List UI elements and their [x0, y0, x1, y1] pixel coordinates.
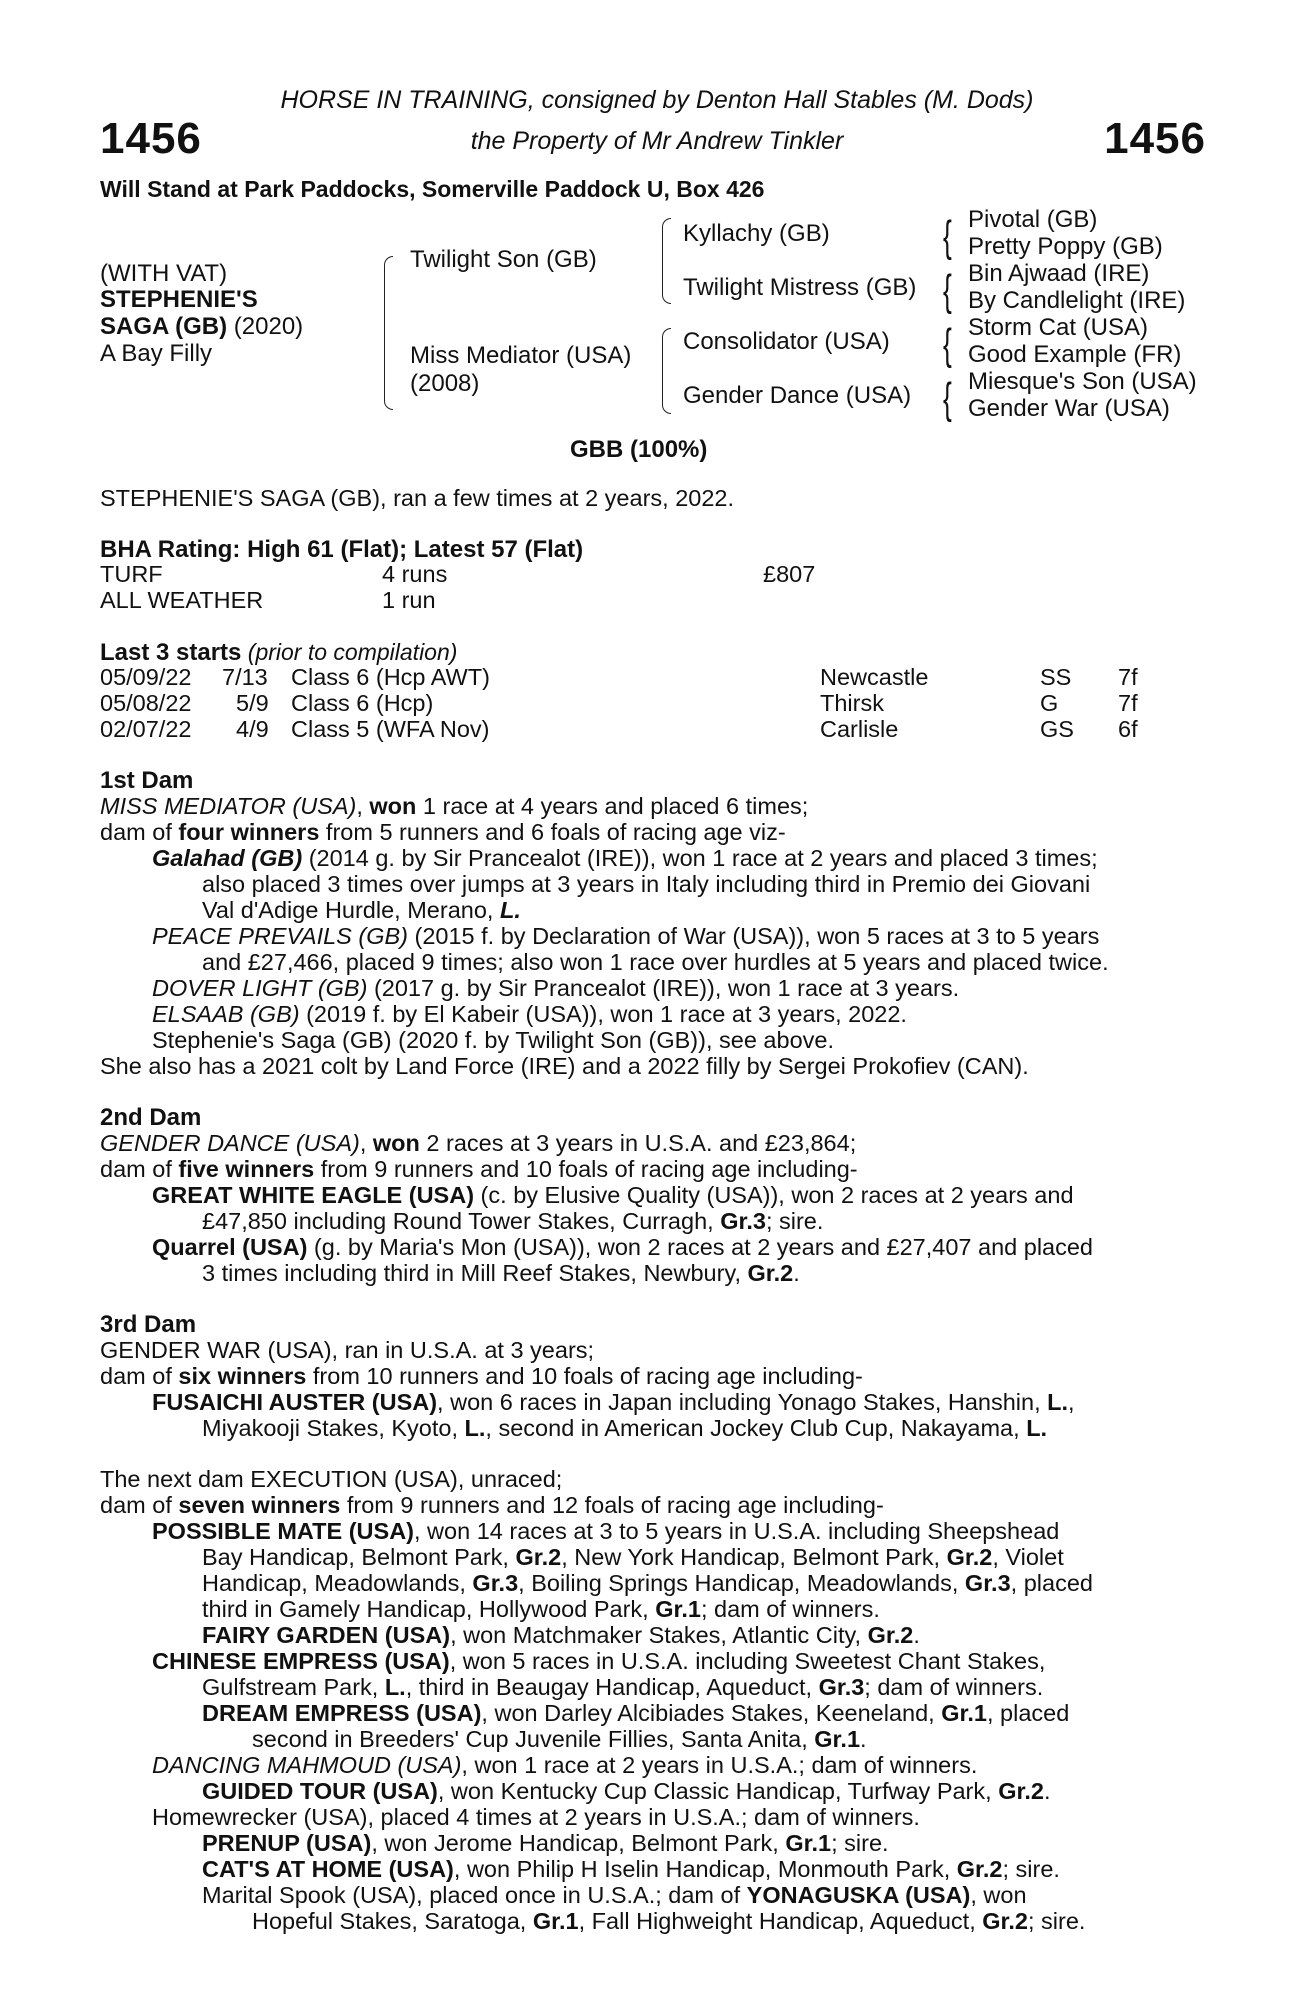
text-line: The next dam EXECUTION (USA), unraced; — [100, 1466, 563, 1492]
gen3-3: Bin Ajwaad (IRE) — [968, 260, 1150, 287]
text-line: second in Breeders' Cup Juvenile Fillies, Santa Anita, Gr.1. — [252, 1726, 867, 1752]
section-title: 2nd Dam — [100, 1104, 202, 1131]
turf-runs: 4 runs — [382, 561, 448, 587]
text-line: dam of seven winners from 9 runners and 12 foals of racing age including- — [100, 1492, 884, 1518]
text-line: PEACE PREVAILS (GB) (2015 f. by Declaration of War (USA)), won 5 races at 3 to 5 years — [152, 923, 1100, 949]
text-line: Bay Handicap, Belmont Park, Gr.2, New York Handicap, Belmont Park, Gr.2, Violet — [202, 1544, 1064, 1570]
gen3-1: Pivotal (GB) — [968, 206, 1098, 233]
horse-description: A Bay Filly — [100, 340, 213, 367]
start-class: Class 5 (WFA Nov) — [291, 716, 490, 742]
start-date: 05/08/22 — [100, 690, 192, 716]
text-line: GUIDED TOUR (USA), won Kentucky Cup Classic Handicap, Turfway Park, Gr.2. — [202, 1778, 1051, 1804]
start-going: GS — [1040, 716, 1074, 742]
race-summary: STEPHENIE'S SAGA (GB), ran a few times at 2 years, 2022. — [100, 485, 735, 511]
lot-number-left: 1456 — [100, 114, 202, 163]
horse-name-line1: STEPHENIE'S — [100, 286, 258, 313]
sire-dam: Twilight Mistress (GB) — [683, 274, 917, 301]
last-starts-title: Last 3 starts (prior to compilation) — [100, 639, 458, 666]
text-line: and £27,466, placed 9 times; also won 1 race over hurdles at 5 years and placed twice. — [202, 949, 1109, 975]
all-weather-label: ALL WEATHER — [100, 587, 264, 613]
start-course: Thirsk — [820, 690, 884, 716]
text-line: Hopeful Stakes, Saratoga, Gr.1, Fall Highweight Handicap, Aqueduct, Gr.2; sire. — [252, 1908, 1086, 1934]
start-position: 4/9 — [236, 716, 269, 742]
gen3-8: Gender War (USA) — [968, 395, 1170, 422]
section-title: 3rd Dam — [100, 1311, 197, 1338]
pedigree-brace-3d: { — [942, 374, 952, 423]
pedigree-brace-2a — [662, 218, 671, 304]
bha-rating-title: BHA Rating: High 61 (Flat); Latest 57 (Flat) — [100, 536, 584, 563]
text-line: Quarrel (USA) (g. by Maria's Mon (USA)), won 2 races at 2 years and £27,407 and placed — [152, 1234, 1093, 1260]
dam: Miss Mediator (USA) — [410, 342, 632, 369]
dam-sire: Consolidator (USA) — [683, 328, 890, 355]
start-course: Newcastle — [820, 664, 929, 690]
start-going: SS — [1040, 664, 1072, 690]
text-line: PRENUP (USA), won Jerome Handicap, Belmont Park, Gr.1; sire. — [202, 1830, 889, 1856]
start-class: Class 6 (Hcp AWT) — [291, 664, 490, 690]
text-line: DANCING MAHMOUD (USA), won 1 race at 2 years in U.S.A.; dam of winners. — [152, 1752, 978, 1778]
pedigree-brace-3b: { — [942, 266, 952, 315]
text-line: DREAM EMPRESS (USA), won Darley Alcibiades Stakes, Keeneland, Gr.1, placed — [202, 1700, 1070, 1726]
turf-label: TURF — [100, 561, 163, 587]
start-distance: 7f — [1118, 664, 1138, 690]
horse-name-line2: SAGA (GB) (2020) — [100, 313, 304, 340]
start-going: G — [1040, 690, 1059, 716]
text-line: POSSIBLE MATE (USA), won 14 races at 3 to 5 years in U.S.A. including Sheepshead — [152, 1518, 1060, 1544]
text-line: CAT'S AT HOME (USA), won Philip H Iselin Handicap, Monmouth Park, Gr.2; sire. — [202, 1856, 1060, 1882]
sire-sire: Kyllachy (GB) — [683, 220, 830, 247]
text-line: FUSAICHI AUSTER (USA), won 6 races in Japan including Yonago Stakes, Hanshin, L., — [152, 1389, 1075, 1415]
text-line: dam of four winners from 5 runners and 6 foals of racing age viz- — [100, 819, 786, 845]
text-line: GENDER DANCE (USA), won 2 races at 3 years in U.S.A. and £23,864; — [100, 1130, 857, 1156]
start-distance: 6f — [1118, 716, 1138, 742]
text-line: Miyakooji Stakes, Kyoto, L., second in American Jockey Club Cup, Nakayama, L. — [202, 1415, 1048, 1441]
text-line: Homewrecker (USA), placed 4 times at 2 years in U.S.A.; dam of winners. — [152, 1804, 920, 1830]
vat-note: (WITH VAT) — [100, 260, 228, 287]
text-line: GENDER WAR (USA), ran in U.S.A. at 3 years; — [100, 1337, 595, 1363]
text-line: She also has a 2021 colt by Land Force (IRE) and a 2022 filly by Sergei Prokofiev (CAN). — [100, 1053, 1029, 1079]
pedigree-brace-2b — [662, 328, 671, 414]
gen3-7: Miesque's Son (USA) — [968, 368, 1197, 395]
gbb-percentage: GBB (100%) — [570, 436, 708, 463]
start-position: 7/13 — [222, 664, 268, 690]
text-line: third in Gamely Handicap, Hollywood Park, Gr.1; dam of winners. — [202, 1596, 880, 1622]
text-line: dam of five winners from 9 runners and 10 foals of racing age including- — [100, 1156, 858, 1182]
text-line: dam of six winners from 10 runners and 10 foals of racing age including- — [100, 1363, 863, 1389]
gen3-2: Pretty Poppy (GB) — [968, 233, 1163, 260]
dam-dam: Gender Dance (USA) — [683, 382, 912, 409]
text-line: FAIRY GARDEN (USA), won Matchmaker Stakes, Atlantic City, Gr.2. — [202, 1622, 920, 1648]
text-line: Marital Spook (USA), placed once in U.S.A.; dam of YONAGUSKA (USA), won — [202, 1882, 1027, 1908]
text-line: 3 times including third in Mill Reef Stakes, Newbury, Gr.2. — [202, 1260, 800, 1286]
text-line: ELSAAB (GB) (2019 f. by El Kabeir (USA)), won 1 race at 3 years, 2022. — [152, 1001, 907, 1027]
pedigree-brace-3a: { — [942, 212, 952, 261]
text-line: CHINESE EMPRESS (USA), won 5 races in U.S.A. including Sweetest Chant Stakes, — [152, 1648, 1046, 1674]
pedigree-brace-3c: { — [942, 320, 952, 369]
turf-prize: £807 — [763, 561, 816, 587]
text-line: £47,850 including Round Tower Stakes, Curragh, Gr.3; sire. — [202, 1208, 824, 1234]
gen3-4: By Candlelight (IRE) — [968, 287, 1186, 314]
start-class: Class 6 (Hcp) — [291, 690, 434, 716]
dam-year: (2008) — [410, 370, 480, 397]
sire: Twilight Son (GB) — [410, 246, 597, 273]
pedigree-brace-1 — [384, 256, 393, 410]
text-line: DOVER LIGHT (GB) (2017 g. by Sir Prancealot (IRE)), won 1 race at 3 years. — [152, 975, 960, 1001]
start-distance: 7f — [1118, 690, 1138, 716]
text-line: Stephenie's Saga (GB) (2020 f. by Twilight Son (GB)), see above. — [152, 1027, 834, 1053]
text-line: Galahad (GB) (2014 g. by Sir Prancealot (IRE)), won 1 race at 2 years and placed 3 times; — [152, 845, 1098, 871]
text-line: Val d'Adige Hurdle, Merano, L. — [202, 897, 521, 923]
start-course: Carlisle — [820, 716, 899, 742]
text-line: Gulfstream Park, L., third in Beaugay Handicap, Aqueduct, Gr.3; dam of winners. — [202, 1674, 1044, 1700]
start-date: 05/09/22 — [100, 664, 192, 690]
text-line: also placed 3 times over jumps at 3 years in Italy including third in Premio dei Giovani — [202, 871, 1091, 897]
all-weather-runs: 1 run — [382, 587, 436, 613]
text-line: MISS MEDIATOR (USA), won 1 race at 4 years and placed 6 times; — [100, 793, 809, 819]
header-line1: HORSE IN TRAINING, consigned by Denton Hall Stables (M. Dods) — [280, 86, 1034, 114]
gen3-5: Storm Cat (USA) — [968, 314, 1149, 341]
text-line: Handicap, Meadowlands, Gr.3, Boiling Springs Handicap, Meadowlands, Gr.3, placed — [202, 1570, 1093, 1596]
text-line: GREAT WHITE EAGLE (USA) (c. by Elusive Quality (USA)), won 2 races at 2 years and — [152, 1182, 1074, 1208]
section-title: 1st Dam — [100, 767, 194, 794]
stand-location: Will Stand at Park Paddocks, Somerville Paddock U, Box 426 — [100, 176, 765, 202]
lot-number-right: 1456 — [1104, 114, 1206, 163]
header-line2: the Property of Mr Andrew Tinkler — [470, 127, 844, 155]
gen3-6: Good Example (FR) — [968, 341, 1182, 368]
start-date: 02/07/22 — [100, 716, 192, 742]
start-position: 5/9 — [236, 690, 269, 716]
